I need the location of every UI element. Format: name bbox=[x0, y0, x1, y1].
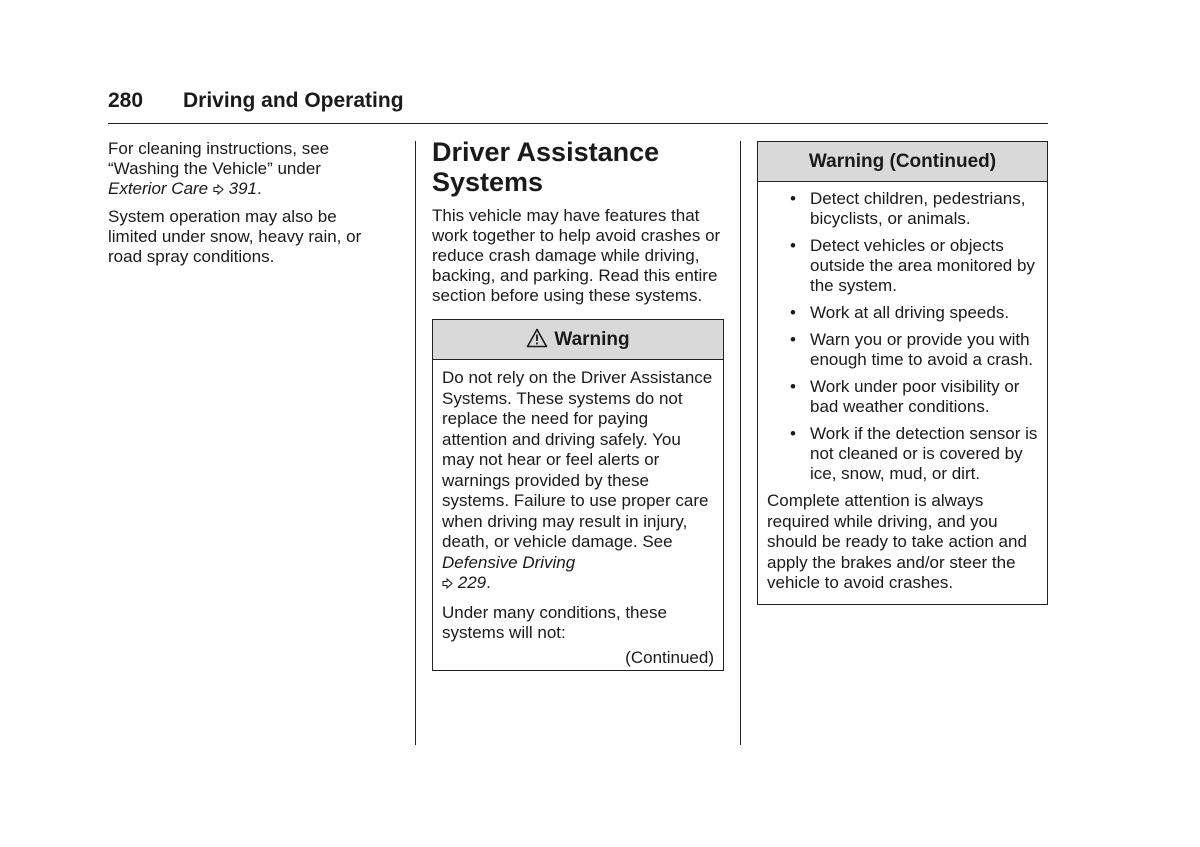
column-1 bbox=[108, 139, 388, 275]
reference-arrow-icon bbox=[213, 179, 224, 198]
exterior-care-link[interactable]: Exterior Care 391 bbox=[108, 179, 257, 198]
page-header bbox=[108, 89, 404, 113]
list-item: • Work at all driving speeds. bbox=[790, 303, 1010, 322]
column-3 bbox=[757, 141, 1048, 605]
warning-box-body bbox=[433, 360, 723, 670]
column-2 bbox=[432, 137, 724, 671]
warning-continued-body bbox=[758, 182, 1047, 604]
continued-label: (Continued) bbox=[625, 647, 714, 667]
header-rule bbox=[108, 123, 1048, 124]
closing-paragraph: Complete attention is always required while driving, and you should be ready to take action and apply the brakes and/or steer the vehicle to avoid crashes. bbox=[767, 491, 1027, 592]
warning-box bbox=[432, 319, 724, 671]
list-item: • Detect vehicles or objects outside the area monitored by the system. bbox=[790, 236, 1035, 295]
list-item: • Work if the detection sensor is not cleaned or is covered by ice, snow, mud, or dirt. bbox=[790, 424, 1038, 483]
warning-conditions-paragraph: Under many conditions, these systems will not: bbox=[442, 602, 667, 642]
warning-title: Warning bbox=[554, 329, 630, 350]
system-limitation-paragraph: System operation may also be limited under snow, heavy rain, or road spray conditions. bbox=[108, 207, 362, 266]
limitations-list bbox=[767, 189, 1038, 484]
warning-continued-box bbox=[757, 141, 1048, 605]
page-number: 280 bbox=[108, 89, 144, 112]
cleaning-paragraph: For cleaning instructions, see “Washing the Vehicle” under Exterior Care 391. bbox=[108, 139, 330, 198]
list-item: • Work under poor visibility or bad weather conditions. bbox=[790, 377, 1020, 416]
column-divider-1 bbox=[415, 141, 416, 745]
section-heading: Driver Assistance Systems bbox=[432, 137, 660, 197]
warning-continued-header: Warning (Continued) bbox=[758, 142, 1047, 182]
list-item: • Warn you or provide you with enough time to avoid a crash. bbox=[790, 330, 1034, 369]
defensive-driving-link[interactable]: Defensive Driving 229 bbox=[442, 552, 576, 592]
warning-triangle-icon bbox=[526, 323, 548, 362]
list-item: • Detect children, pedestrians, bicyclists, or animals. bbox=[790, 189, 1026, 228]
section-title: Driving and Operating bbox=[183, 89, 404, 112]
warning-paragraph: Do not rely on the Driver Assistance Systems. These systems do not replace the need for paying attention and driving safely. You may not hear or feel alerts or warnings provided by these systems. Failure to use proper care when driving may result in injury, death, or vehicle damage. See Defensive Driving 229. bbox=[442, 368, 713, 592]
warning-box-header bbox=[433, 320, 723, 360]
reference-arrow-icon bbox=[442, 573, 453, 592]
column-divider-2 bbox=[740, 141, 741, 745]
intro-paragraph: This vehicle may have features that work together to help avoid crashes or reduce crash damage while driving, backing, and parking. Read this entire section before using these systems. bbox=[432, 206, 721, 305]
